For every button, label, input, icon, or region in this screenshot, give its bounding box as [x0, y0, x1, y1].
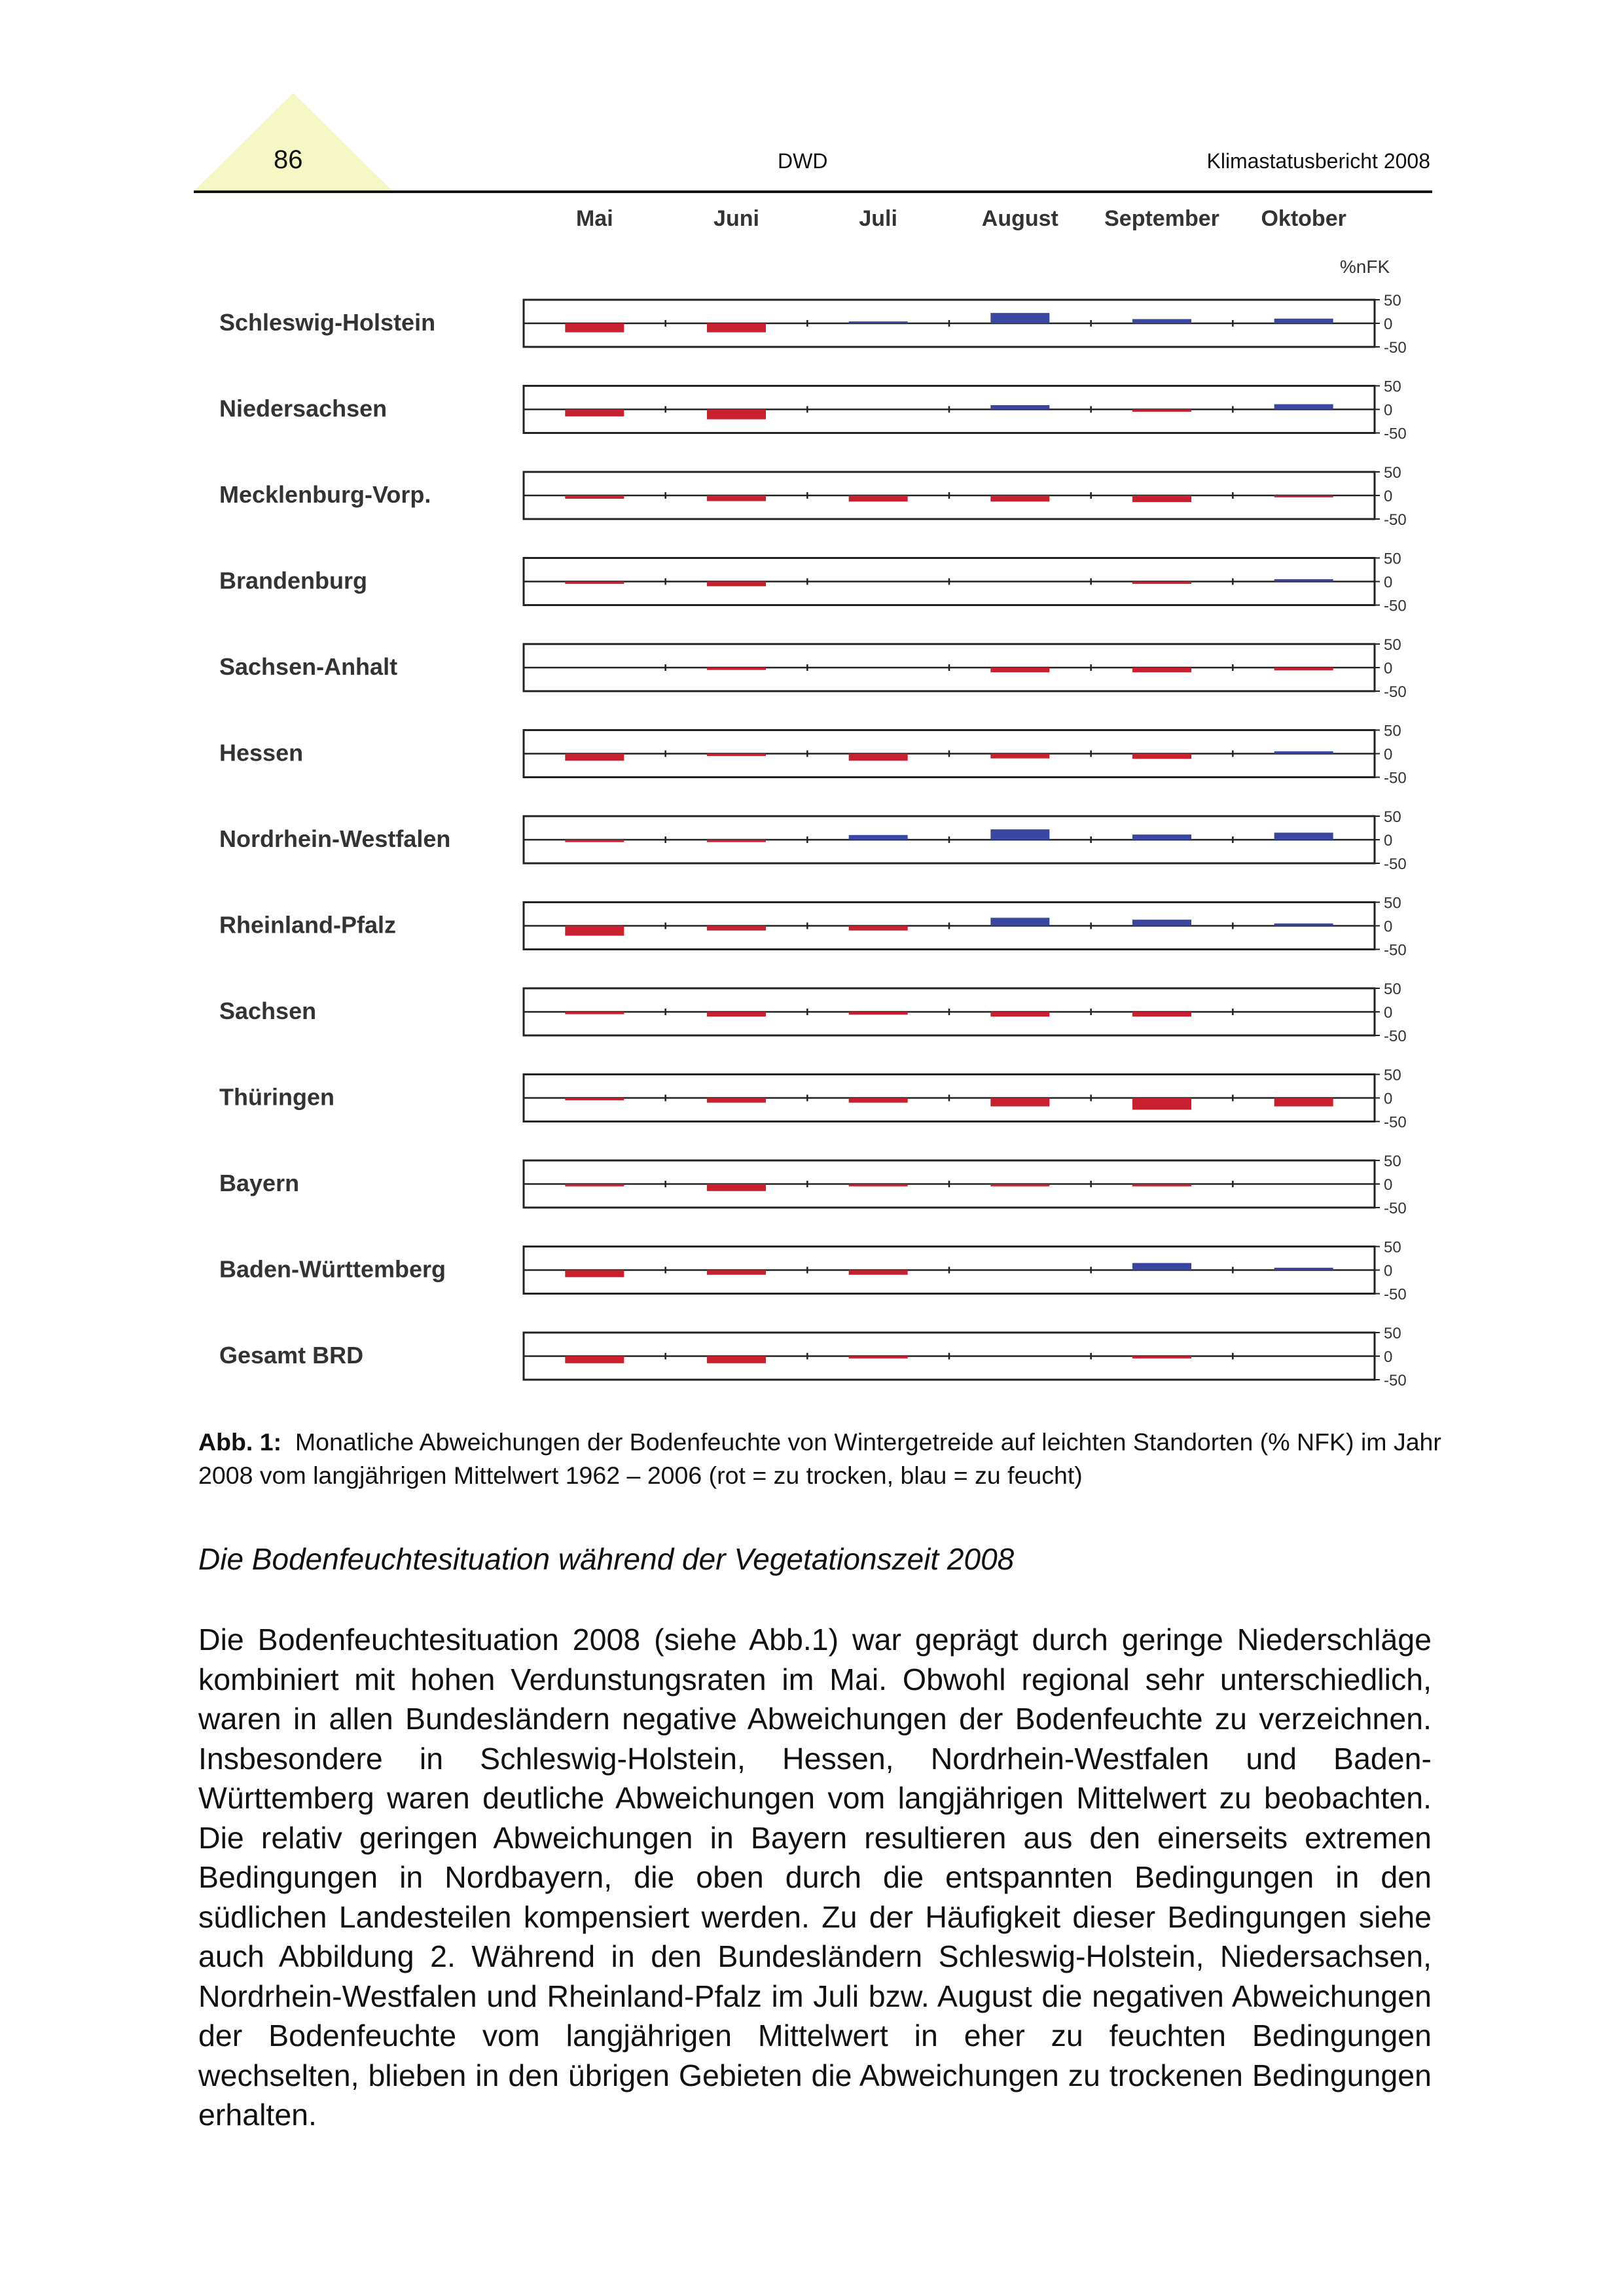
data-bar [990, 829, 1049, 840]
page-number: 86 [274, 145, 303, 174]
data-bar [565, 754, 624, 761]
unit-label: %nFK [1339, 257, 1390, 277]
y-tick-label: -50 [1384, 597, 1407, 615]
state-label: Mecklenburg-Vorp. [219, 481, 431, 508]
data-bar [1274, 319, 1333, 323]
y-tick-label: -50 [1384, 855, 1407, 873]
data-bar [990, 1012, 1049, 1016]
y-tick-label: -50 [1384, 339, 1407, 357]
month-label: September [1104, 206, 1219, 231]
page-header [0, 0, 1624, 203]
state-label: Hessen [219, 739, 304, 766]
y-tick-label: 50 [1384, 1238, 1401, 1257]
data-bar [849, 1184, 908, 1187]
state-label: Sachsen [219, 997, 317, 1024]
y-tick-label: -50 [1384, 1113, 1407, 1132]
body-paragraph: Die Bodenfeuchtesituation 2008 (siehe Abb.1) war geprägt durch geringe Niederschläge kombiniert mit hohen Verdunstungsraten im Mai. Obwohl regional sehr unterschiedlich, waren in allen Bundesländern negative Abweichungen der Bodenfeuchte zu verzeichnen. Insbesondere in Schleswig-Holstein, Hessen, Nordrhein-Westfalen und Baden-Württemberg waren deutliche Abweichungen vom langjährigen Mittelwert zu beobachten. Die relativ geringen Abweichungen in Bayern resultieren aus den einerseits extremen Bedingungen in Nordbayern, die oben durch die entspannten Bedingungen in den südlichen Landesteilen kompensiert werden. Zu der Häufigkeit dieser Bedingungen siehe auch Abbildung 2. Während in den Bundesländern Schleswig-Holstein, Niedersachsen, Nordrhein-Westfalen und Rheinland-Pfalz im Juli bzw. August die negativen Abweichungen der Bodenfeuchte vom langjährigen Mittelwert in eher zu feuchten Bedingungen wechselten, blieben in den übrigen Gebieten die Abweichungen zu trockenen Bedingungen erhalten. [198, 1623, 1432, 2132]
y-tick-label: -50 [1384, 511, 1407, 529]
y-tick-label: 0 [1384, 1004, 1393, 1022]
month-label: Oktober [1261, 206, 1346, 231]
y-tick-label: -50 [1384, 1372, 1407, 1390]
data-bar [990, 754, 1049, 759]
data-bar [1132, 410, 1191, 412]
y-tick-label: -50 [1384, 769, 1407, 787]
data-bar [565, 1270, 624, 1278]
y-tick-label: 0 [1384, 1348, 1393, 1366]
y-tick-label: 50 [1384, 1153, 1401, 1170]
data-bar [1274, 1098, 1333, 1107]
y-tick-label: 0 [1384, 660, 1393, 677]
y-tick-label: 50 [1384, 1325, 1401, 1342]
data-bar [849, 321, 908, 323]
data-bar [990, 1184, 1049, 1187]
data-bar [849, 835, 908, 840]
data-bar [1274, 833, 1333, 840]
y-tick-label: 50 [1384, 980, 1401, 998]
state-label: Sachsen-Anhalt [219, 653, 398, 680]
data-bar [1274, 668, 1333, 670]
data-bar [707, 840, 766, 842]
data-bar [565, 495, 624, 499]
y-tick-label: -50 [1384, 425, 1407, 443]
data-bar [565, 1012, 624, 1014]
header-rule [194, 190, 1432, 193]
y-tick-label: 50 [1384, 550, 1401, 568]
data-bar [849, 926, 908, 931]
month-label: Juli [859, 206, 897, 231]
data-bar [1132, 495, 1191, 502]
state-label: Bayern [219, 1170, 300, 1196]
data-bar [1132, 1012, 1191, 1016]
data-bar [849, 1356, 908, 1359]
data-bar [707, 410, 766, 420]
state-label: Nordrhein-Westfalen [219, 825, 451, 852]
header-center: DWD [778, 149, 828, 173]
data-bar [990, 918, 1049, 925]
y-tick-label: 50 [1384, 464, 1401, 482]
y-tick-label: 0 [1384, 401, 1393, 420]
y-tick-label: 0 [1384, 1090, 1393, 1108]
data-bar [565, 410, 624, 417]
data-bar [707, 668, 766, 670]
data-bar [565, 323, 624, 332]
data-bar [990, 668, 1049, 672]
data-bar [1132, 920, 1191, 925]
state-label: Schleswig-Holstein [219, 309, 436, 336]
month-label: Mai [575, 206, 613, 231]
y-tick-label: 50 [1384, 808, 1401, 826]
data-bar [1132, 582, 1191, 584]
data-bar [565, 1098, 624, 1101]
data-bar [707, 926, 766, 931]
state-label: Gesamt BRD [219, 1342, 364, 1369]
y-tick-label: 50 [1384, 292, 1401, 310]
data-bar [707, 495, 766, 501]
page-corner-triangle [0, 0, 458, 203]
data-bar [707, 1184, 766, 1191]
state-label: Rheinland-Pfalz [219, 911, 397, 939]
y-tick-label: 0 [1384, 1262, 1393, 1280]
state-label: Niedersachsen [219, 395, 388, 422]
y-tick-label: -50 [1384, 1028, 1407, 1045]
y-tick-label: 0 [1384, 315, 1393, 333]
data-bar [1132, 834, 1191, 840]
data-bar [1132, 1356, 1191, 1359]
figure-caption [198, 1426, 1442, 1492]
y-tick-label: 0 [1384, 573, 1393, 592]
data-bar [1274, 751, 1333, 754]
data-bar [849, 1098, 908, 1103]
state-label: Brandenburg [219, 567, 368, 594]
data-bar [990, 405, 1049, 409]
data-bar [565, 926, 624, 936]
y-tick-label: 50 [1384, 1066, 1401, 1085]
y-tick-label: 50 [1384, 722, 1401, 740]
data-bar [707, 1356, 766, 1363]
data-bar [990, 1098, 1049, 1107]
data-bar [565, 1184, 624, 1187]
y-tick-label: 50 [1384, 378, 1401, 396]
data-bar [707, 754, 766, 757]
y-tick-label: -50 [1384, 683, 1407, 701]
soil-moisture-chart [0, 196, 1624, 1420]
data-bar [565, 840, 624, 842]
data-bar [707, 1012, 766, 1016]
data-bar [1132, 754, 1191, 759]
y-tick-label: 50 [1384, 894, 1401, 912]
data-bar [990, 313, 1049, 323]
y-tick-label: -50 [1384, 1285, 1407, 1304]
y-tick-label: -50 [1384, 1200, 1407, 1217]
data-bar [1132, 319, 1191, 323]
data-bar [849, 495, 908, 501]
data-bar [565, 582, 624, 584]
data-bar [1274, 924, 1333, 926]
data-bar [707, 582, 766, 586]
data-bar [990, 495, 1049, 501]
data-bar [1132, 1098, 1191, 1110]
data-bar [1274, 1268, 1333, 1270]
caption-text: Monatliche Abweichungen der Bodenfeuchte von Wintergetreide auf leichten Standorten (% NFK) im Jahr 2008 vom langjährigen Mittelwert 1962 – 2006 (rot = zu trocken, blau = zu feucht) [198, 1428, 1441, 1489]
data-bar [1132, 668, 1191, 672]
data-bar [849, 754, 908, 761]
state-label: Thüringen [219, 1083, 334, 1111]
state-label: Baden-Württemberg [219, 1255, 446, 1283]
data-bar [849, 1270, 908, 1275]
y-tick-label: 0 [1384, 745, 1393, 764]
data-bar [1274, 404, 1333, 410]
month-label: Juni [713, 206, 759, 231]
y-tick-label: 0 [1384, 918, 1393, 936]
y-tick-label: 0 [1384, 488, 1393, 505]
data-bar [1132, 1184, 1191, 1187]
section-heading: Die Bodenfeuchtesituation während der Vegetationszeit 2008 [198, 1542, 1015, 1576]
y-tick-label: 0 [1384, 1176, 1393, 1194]
y-tick-label: -50 [1384, 941, 1407, 960]
y-tick-label: 50 [1384, 636, 1401, 654]
month-label: August [981, 206, 1058, 231]
data-bar [1132, 1263, 1191, 1270]
header-right: Klimastatusbericht 2008 [1206, 149, 1430, 173]
data-bar [707, 1270, 766, 1275]
data-bar [849, 1012, 908, 1014]
data-bar [565, 1356, 624, 1363]
data-bar [1274, 579, 1333, 582]
caption-label: Abb. 1: [198, 1428, 282, 1456]
data-bar [707, 323, 766, 332]
y-tick-label: 0 [1384, 832, 1393, 850]
data-bar [1274, 495, 1333, 497]
data-bar [707, 1098, 766, 1103]
